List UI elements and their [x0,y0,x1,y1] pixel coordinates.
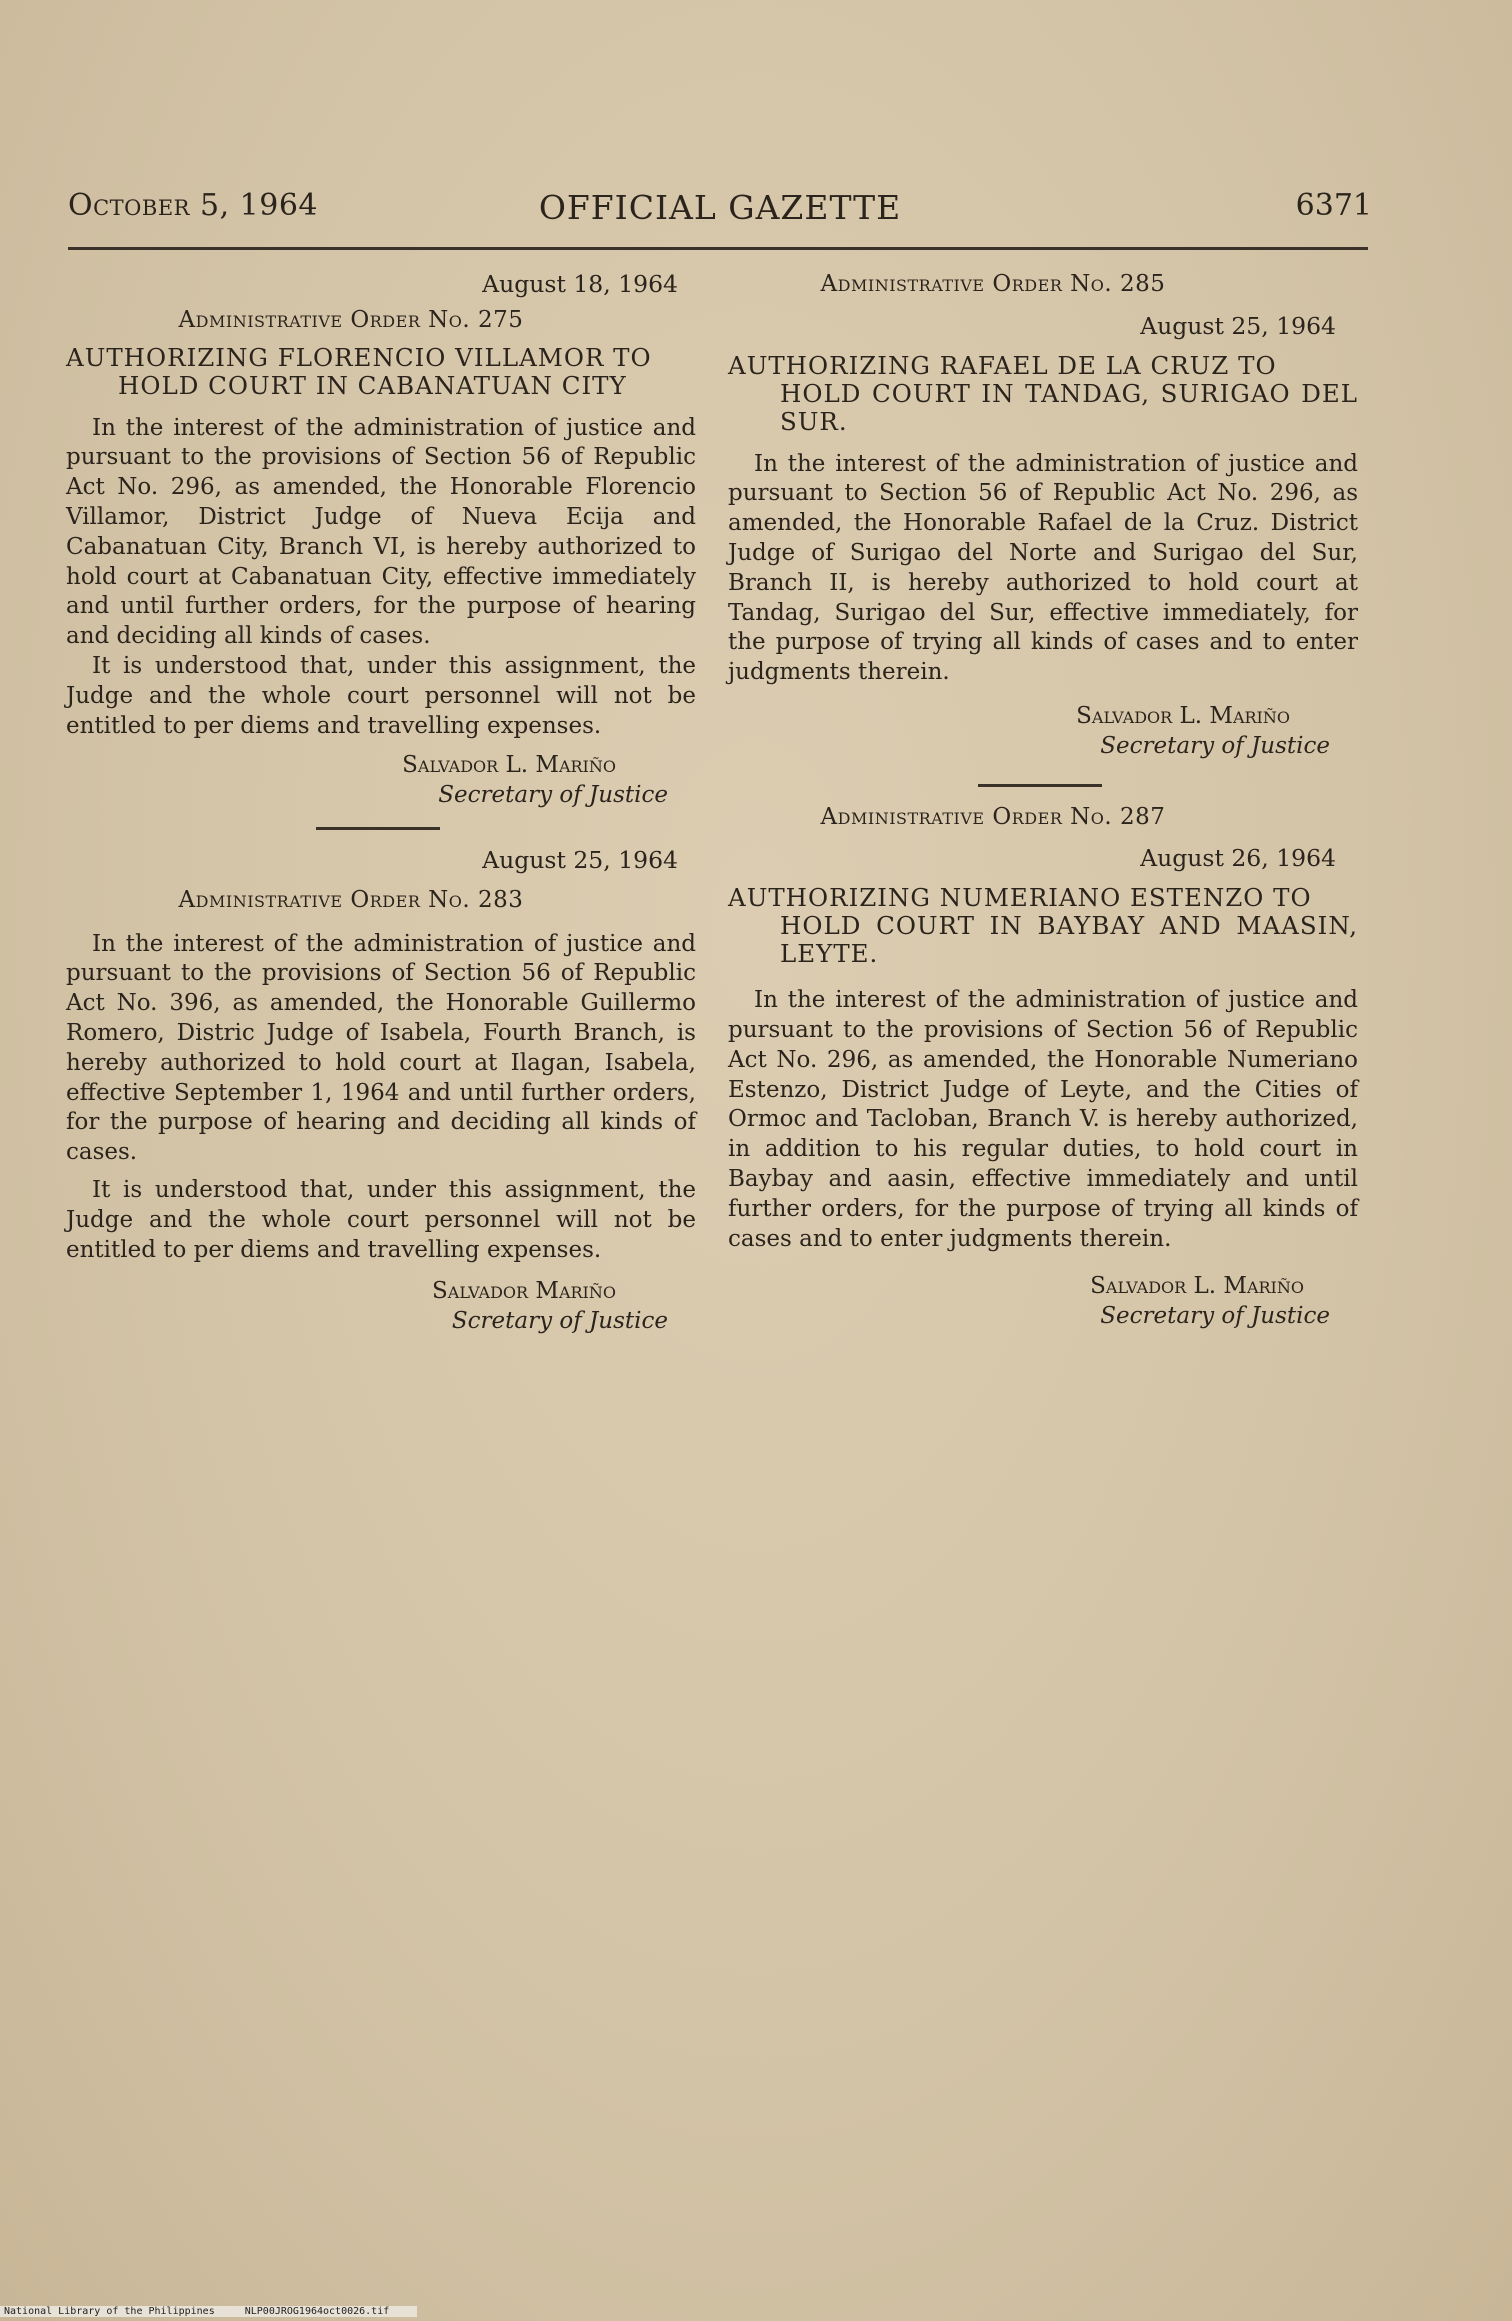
signatory-title: Scretary of Justice [451,1308,668,1335]
signatory-name: Salvador L. Mariño [1090,1273,1304,1300]
order-body-para: In the interest of the administration of justice and pursuant to the provisions of Section 56 of Republic Act No. 296, as amended, the Honorable Florencio Villamor, District Judge of Nueva Ecija and Cabanatuan City, Branch VI, is hereby authorized to hold court at Cabanatuan City, effective immediately and until further orders, for the purpose of hearing and deciding all kinds of cases. [66,414,696,650]
footer-file: NLP00JROG1964oct0026.tif [244,2306,390,2317]
order-heading: Administrative Order No. 285 [820,271,1166,297]
order-title-line1: AUTHORIZING NUMERIANO ESTENZO TO [728,883,1312,913]
page-header [68,188,1372,236]
order-287 [728,803,1358,1332]
order-title-line2: HOLD COURT IN TANDAG, SURIGAO DEL SUR. [780,378,1358,436]
signatory-title: Secretary of Justice [1100,1303,1330,1330]
signatory-name: Salvador Mariño [432,1278,616,1305]
scan-footer [0,2306,417,2317]
order-heading: Administrative Order No. 275 [178,306,524,333]
section-divider [978,784,1102,787]
order-date: August 18, 1964 [482,270,678,298]
order-heading: Administrative Order No. 283 [178,886,524,913]
header-page-number: 6371 [1295,188,1372,223]
order-title-line2: HOLD COURT IN CABANATUAN CITY [118,370,627,400]
order-heading: Administrative Order No. 287 [820,803,1166,830]
order-285 [728,270,1358,762]
order-body-para: It is understood that, under this assignment, the Judge and the whole court personnel will not be entitled to per diems and travelling expenses. [66,652,696,739]
order-title [66,344,696,400]
order-date: August 26, 1964 [1140,844,1336,873]
order-title-line1: AUTHORIZING FLORENCIO VILLAMOR TO [66,342,652,372]
signatory-title: Secretary of Justice [1100,732,1330,759]
order-body-para: It is understood that, under this assignment, the Judge and the whole court personnel will not be entitled to per diems and travelling expenses. [66,1176,696,1263]
order-283 [66,846,696,1337]
order-body-para: In the interest of the administration of justice and pursuant to the provisions of Section 56 of Republic Act No. 296, as amended, the Honorable Numeriano Estenzo, District Judge of Leyte, and the Cities of Ormoc and Tacloban, Branch V. is hereby authorized, in addition to his regular duties, to hold court in Baybay and aasin, effective immediately and until further orders, for the purpose of trying all kinds of cases and to enter judgments therein. [728,987,1358,1252]
section-divider [316,827,440,830]
footer-library: National Library of the Philippines [4,2306,215,2317]
signatory-name: Salvador L. Mariño [402,752,616,779]
order-title [728,352,1358,436]
signatory-title: Secretary of Justice [438,782,668,809]
order-title-line1: AUTHORIZING RAFAEL DE LA CRUZ TO [728,350,1277,380]
header-rule [68,247,1368,250]
right-column [728,270,1358,1332]
order-body-para: In the interest of the administration of justice and pursuant to the provisions of Section 56 of Republic Act No. 396, as amended, the Honorable Guillermo Romero, Distric Judge of Isabela, Fourth Branch, is hereby authorized to hold court at Ilagan, Isabela, effective September 1, 1964 and until further orders, for the purpose of hearing and deciding all kinds of cases. [66,930,696,1166]
order-title-line2: HOLD COURT IN BAYBAY AND MAASIN, LEYTE. [780,911,1358,969]
order-body-para: In the interest of the administration of justice and pursuant to Section 56 of Republic Act No. 296, as amended, the Honorable Rafael de la Cruz. District Judge of Surigao del Norte and Surigao del Sur, Branch II, is hereby authorized to hold court at Tandag, Surigao del Sur, effective immediately, for the purpose of trying all kinds of cases and to enter judgments therein. [728,450,1358,686]
order-date: August 25, 1964 [1140,311,1336,340]
order-title [728,884,1358,968]
signatory-name: Salvador L. Mariño [1076,702,1290,729]
left-column [66,270,696,1337]
header-date: October 5, 1964 [68,188,319,223]
order-date: August 25, 1964 [482,845,678,874]
header-publication: OFFICIAL GAZETTE [538,188,902,227]
order-275 [66,270,696,811]
